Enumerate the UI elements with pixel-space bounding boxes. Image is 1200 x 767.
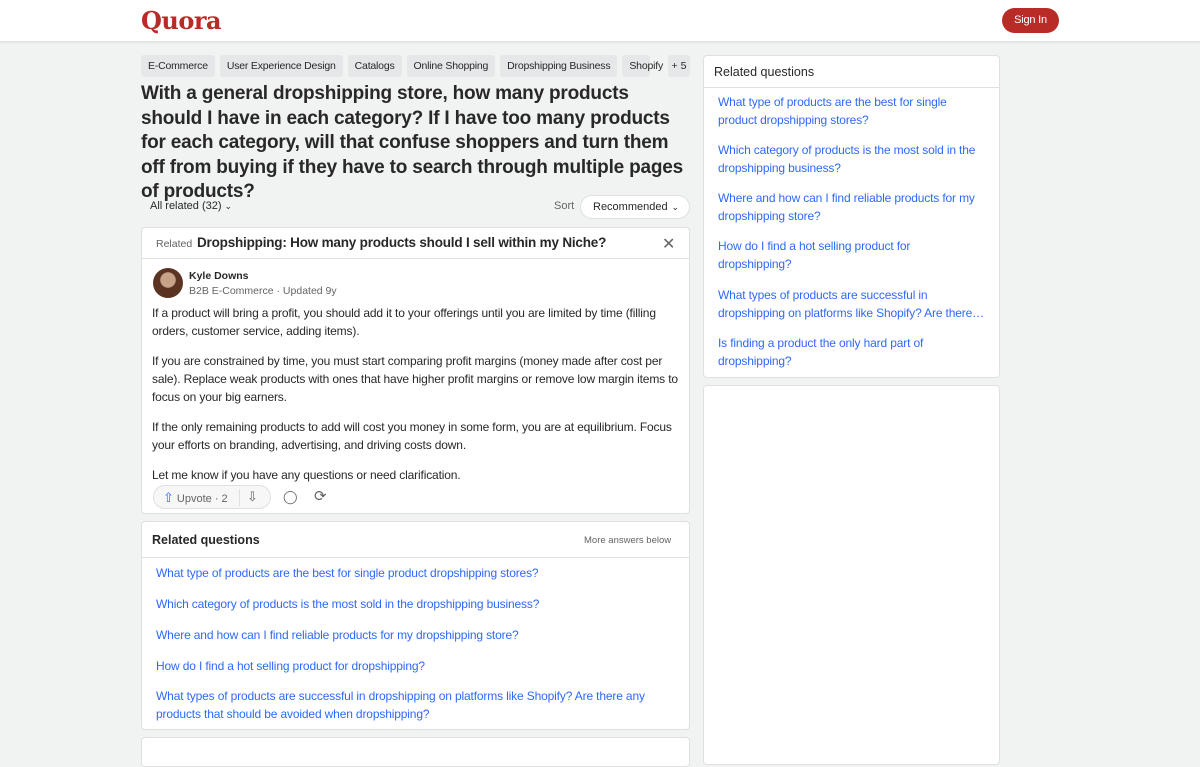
answer-paragraph: Let me know if you have any questions or need clarification. [152,468,461,482]
upvote-button[interactable] [163,490,228,506]
question-title: With a general dropshipping store, how many products should I have in each category? If I have too many products for each category, will that confuse shoppers and turn them off from buying if they have to search through multiple pages of products? [141,83,684,202]
chevron-down-icon: ⌄ [671,202,679,212]
sidebar-title: Related questions [714,65,815,79]
sign-in-button[interactable]: Sign In [1002,8,1059,33]
chevron-down-icon: ⌄ [224,201,233,211]
topic-tags [141,55,690,77]
topic-tag[interactable]: Shopify [622,55,650,77]
author-name[interactable]: Kyle Downs [189,270,249,282]
avatar[interactable] [153,268,183,298]
topic-tag[interactable]: Dropshipping Business [500,55,617,77]
share-icon[interactable]: ⟳ [314,488,327,505]
related-questions-card [141,521,690,730]
answer-body [152,304,680,496]
all-related-dropdown[interactable] [150,200,232,212]
answer-paragraph: If a product will bring a profit, you should add it to your offerings until you are limited by time (filling orders, customer service, adding items). [152,306,656,338]
sort-dropdown[interactable] [580,195,690,219]
sidebar-question-link[interactable]: What type of products are the best for single product dropshipping stores? [718,95,947,127]
sidebar-question-link[interactable]: What types of products are successful in dropshipping on platforms like Shopify? Are there… [718,288,984,320]
related-question-link[interactable]: What types of products are successful in dropshipping on platforms like Shopify? Are there any products that should be avoided when dropshipping? [156,689,645,721]
top-header [0,0,1200,42]
sort-value: Recommended [593,201,668,213]
upvote-arrow-icon: ⇧ [163,490,174,505]
topic-tag[interactable]: E-Commerce [141,55,215,77]
related-question-link[interactable]: Which category of products is the most sold in the dropshipping business? [156,597,540,611]
upvote-label: Upvote · 2 [176,493,228,505]
author-credential: B2B E-Commerce · Updated 9y [189,285,337,297]
sidebar-ad-slot [703,385,1000,765]
more-answers-below: More answers below [584,535,672,546]
related-questions-header [142,522,689,558]
related-question-link[interactable]: What type of products are the best for single product dropshipping stores? [156,566,539,580]
topic-tag[interactable]: Catalogs [348,55,402,77]
sidebar-header [704,56,999,88]
vote-pill [153,485,271,509]
sidebar-related-questions [703,55,1000,378]
more-topics-button[interactable]: + 5 [668,55,690,77]
answer-filter-row [141,195,690,219]
topic-tag[interactable]: Online Shopping [407,55,496,77]
answer-paragraph: If you are constrained by time, you must start comparing profit margins (money made after cost per sale). Replace weak products with ones that have higher profit margins or remove low margin items to focus on your big earners. [152,354,678,404]
all-related-label: All related (32) [150,200,222,212]
next-answer-card [141,737,690,767]
sidebar-question-link[interactable]: Where and how can I find reliable products for my dropshipping store? [718,191,975,223]
answer-paragraph: If the only remaining products to add will cost you money in some form, you are at equilibrium. Focus your efforts on branding, advertising, and driving costs down. [152,420,672,452]
answer-card [141,227,690,514]
related-question-link[interactable]: Where and how can I find reliable products for my dropshipping store? [156,628,519,642]
downvote-arrow-icon[interactable]: ⇩ [247,489,258,504]
related-question-link[interactable]: Dropshipping: How many products should I sell within my Niche? [197,235,607,250]
quora-logo[interactable]: Quora [141,6,222,35]
related-question-header [142,228,689,259]
related-question-link[interactable]: How do I find a hot selling product for dropshipping? [156,659,425,673]
topic-tag[interactable]: User Experience Design [220,55,343,77]
vote-divider [239,489,240,506]
sidebar-question-link[interactable]: Which category of products is the most sold in the dropshipping business? [718,143,976,175]
sidebar-question-link[interactable]: How do I find a hot selling product for dropshipping? [718,239,911,271]
sort-label: Sort [554,200,575,212]
sidebar-question-link[interactable]: Is finding a product the only hard part of dropshipping? [718,336,924,368]
related-questions-title: Related questions [152,533,260,547]
comment-icon[interactable]: ◯ [283,489,298,504]
close-icon[interactable]: ✕ [662,236,676,253]
related-tag: Related [156,238,193,250]
